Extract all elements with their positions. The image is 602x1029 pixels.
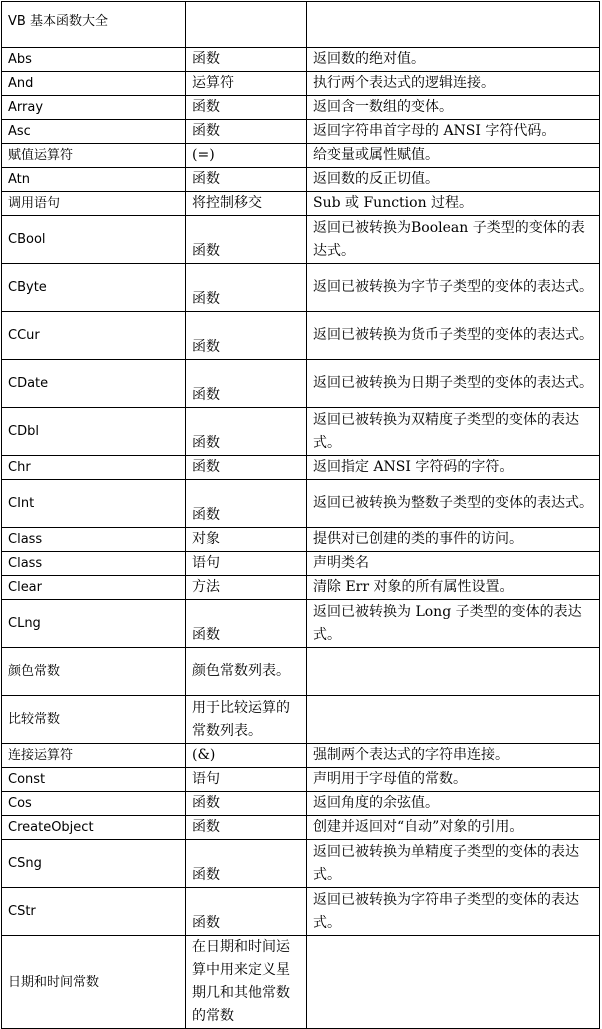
- function-type: (&): [186, 744, 307, 768]
- function-name: CBool: [2, 216, 186, 264]
- function-name: And: [2, 72, 186, 96]
- table-cell-empty: [307, 2, 600, 48]
- function-name: Chr: [2, 456, 186, 480]
- function-description: 返回已被转换为字节子类型的变体的表达式。: [307, 264, 600, 312]
- function-name: CDate: [2, 360, 186, 408]
- function-description: Sub 或 Function 过程。: [307, 192, 600, 216]
- function-description: 返回字符串首字母的 ANSI 字符代码。: [307, 120, 600, 144]
- function-name: CreateObject: [2, 816, 186, 840]
- table-row: [2, 264, 600, 312]
- function-type: (=): [186, 144, 307, 168]
- function-name: Abs: [2, 48, 186, 72]
- function-type: 对象: [186, 528, 307, 552]
- function-type: 语句: [186, 768, 307, 792]
- function-description: 给变量或属性赋值。: [307, 144, 600, 168]
- vb-functions-table: [1, 1, 600, 1029]
- function-description: 返回已被转换为 Long 子类型的变体的表达式。: [307, 600, 600, 648]
- function-description: 返回角度的余弦值。: [307, 792, 600, 816]
- table-row: [2, 552, 600, 576]
- function-description: 返回已被转换为字符串子类型的变体的表达式。: [307, 888, 600, 936]
- function-type: 函数: [186, 312, 307, 360]
- function-type: 函数: [186, 96, 307, 120]
- function-name: CSng: [2, 840, 186, 888]
- table-row: [2, 456, 600, 480]
- table-row: [2, 696, 600, 744]
- function-type: 函数: [186, 264, 307, 312]
- function-description: 返回数的绝对值。: [307, 48, 600, 72]
- function-name: CByte: [2, 264, 186, 312]
- function-type: 运算符: [186, 72, 307, 96]
- table-row: [2, 576, 600, 600]
- function-type: 函数: [186, 168, 307, 192]
- function-type: 语句: [186, 552, 307, 576]
- table-row: [2, 528, 600, 552]
- table-row: [2, 648, 600, 696]
- function-type: 函数: [186, 360, 307, 408]
- function-name: Const: [2, 768, 186, 792]
- table-row: [2, 888, 600, 936]
- function-name: Array: [2, 96, 186, 120]
- table-row: [2, 792, 600, 816]
- function-type: 函数: [186, 48, 307, 72]
- function-description: [307, 648, 600, 696]
- function-description: [307, 696, 600, 744]
- function-type: 颜色常数列表。: [186, 648, 307, 696]
- function-type: 将控制移交: [186, 192, 307, 216]
- table-row: [2, 216, 600, 264]
- function-name: CInt: [2, 480, 186, 528]
- function-description: 返回指定 ANSI 字符码的字符。: [307, 456, 600, 480]
- table-row: [2, 480, 600, 528]
- function-description: 执行两个表达式的逻辑连接。: [307, 72, 600, 96]
- function-type: 函数: [186, 216, 307, 264]
- function-name: 赋值运算符: [2, 144, 186, 168]
- function-name: Class: [2, 528, 186, 552]
- function-name: 比较常数: [2, 696, 186, 744]
- function-name: 颜色常数: [2, 648, 186, 696]
- function-description: 返回已被转换为整数子类型的变体的表达式。: [307, 480, 600, 528]
- function-description: 清除 Err 对象的所有属性设置。: [307, 576, 600, 600]
- function-description: 返回已被转换为日期子类型的变体的表达式。: [307, 360, 600, 408]
- function-name: Clear: [2, 576, 186, 600]
- function-name: Atn: [2, 168, 186, 192]
- function-description: 返回含一数组的变体。: [307, 96, 600, 120]
- table-row: [2, 936, 600, 1029]
- table-row: [2, 816, 600, 840]
- function-description: 声明用于字母值的常数。: [307, 768, 600, 792]
- function-type: 函数: [186, 816, 307, 840]
- table-row: [2, 840, 600, 888]
- function-name: Cos: [2, 792, 186, 816]
- function-type: 函数: [186, 120, 307, 144]
- function-type: 函数: [186, 888, 307, 936]
- table-row: [2, 360, 600, 408]
- function-name: 调用语句: [2, 192, 186, 216]
- function-description: 返回数的反正切值。: [307, 168, 600, 192]
- function-description: 返回已被转换为货币子类型的变体的表达式。: [307, 312, 600, 360]
- table-row: [2, 408, 600, 456]
- function-name: CDbl: [2, 408, 186, 456]
- table-row: [2, 600, 600, 648]
- table-row: [2, 192, 600, 216]
- table-row: [2, 768, 600, 792]
- function-description: [307, 936, 600, 1029]
- function-type: 函数: [186, 792, 307, 816]
- table-cell-empty: [186, 2, 307, 48]
- function-description: 提供对已创建的类的事件的访问。: [307, 528, 600, 552]
- function-description: 返回已被转换为单精度子类型的变体的表达式。: [307, 840, 600, 888]
- function-type: 函数: [186, 480, 307, 528]
- function-name: Class: [2, 552, 186, 576]
- function-description: 返回已被转换为Boolean 子类型的变体的表达式。: [307, 216, 600, 264]
- function-description: 强制两个表达式的字符串连接。: [307, 744, 600, 768]
- function-description: 返回已被转换为双精度子类型的变体的表达式。: [307, 408, 600, 456]
- table-row: [2, 168, 600, 192]
- function-type: 用于比较运算的常数列表。: [186, 696, 307, 744]
- function-type: 函数: [186, 456, 307, 480]
- function-description: 创建并返回对“自动”对象的引用。: [307, 816, 600, 840]
- table-row: [2, 744, 600, 768]
- function-name: CLng: [2, 600, 186, 648]
- function-name: CCur: [2, 312, 186, 360]
- table-title: VB 基本函数大全: [2, 2, 186, 48]
- function-type: 在日期和时间运算中用来定义星期几和其他常数的常数: [186, 936, 307, 1029]
- function-name: CStr: [2, 888, 186, 936]
- table-row: [2, 312, 600, 360]
- table-row: [2, 72, 600, 96]
- function-type: 函数: [186, 840, 307, 888]
- function-type: 函数: [186, 408, 307, 456]
- function-type: 方法: [186, 576, 307, 600]
- table-title-row: [2, 2, 600, 48]
- function-name: 连接运算符: [2, 744, 186, 768]
- table-row: [2, 96, 600, 120]
- table-row: [2, 144, 600, 168]
- function-name: Asc: [2, 120, 186, 144]
- table-row: [2, 120, 600, 144]
- function-name: 日期和时间常数: [2, 936, 186, 1029]
- table-row: [2, 48, 600, 72]
- function-description: 声明类名: [307, 552, 600, 576]
- function-type: 函数: [186, 600, 307, 648]
